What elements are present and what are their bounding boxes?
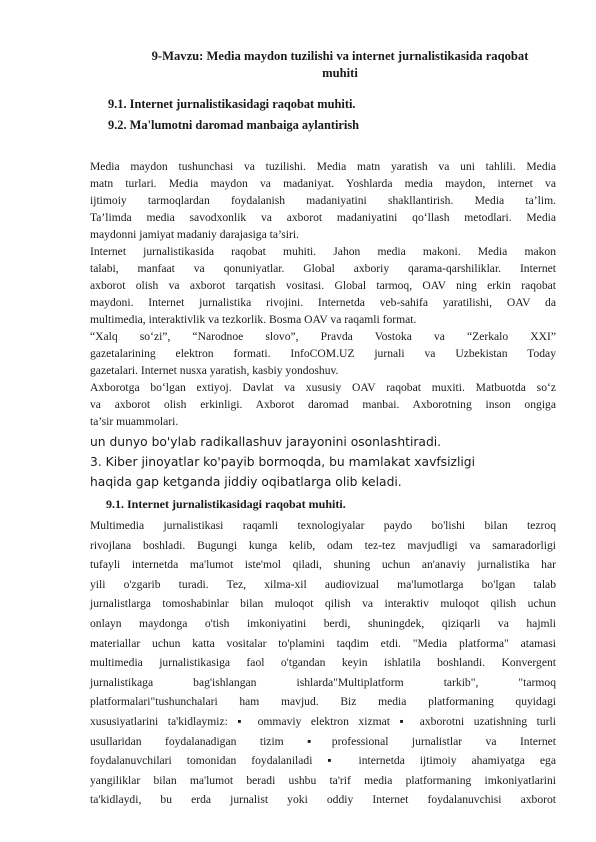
intro-line: ijtimoiy tarmoqlardan foydalanish madaniyatini shakllantirish. Media ta’lim. [90, 194, 556, 207]
intro-line: “Xalq so‘zi”, “Narodnoe slovo”, Pravda Vostoka va “Zerkalo XXI” [90, 330, 556, 343]
page-title [90, 48, 590, 82]
body-line: onlayn maydonga o'tish imkoniyatini berdi, shuningdek, qiziqarli va hajmli [90, 616, 556, 630]
body-line: xususiyatlarini ta'kidlaymiz: ▪ ommaviy elektron xizmat ▪ axborotni uzatishning turli [90, 714, 556, 728]
intro-line: va axborot olish erkinligi. Axborot daromad manbai. Axborotning inson ongiga [90, 398, 556, 411]
intro-line: axborot olish va axborot tarqatish vositasi. Global tarmoq, OAV ning erkin raqobat [90, 279, 556, 292]
body-line: tufayli internetda ma'lumot iste'mol qiladi, shuning uchun an'anaviy jurnalistika har [90, 558, 556, 572]
body-line: yili o'zgarib turadi. Tez, xilma-xil audiovizual ma'lumotlarga bo'lgan talab [90, 577, 556, 591]
body-paragraph [90, 516, 556, 810]
intro-line: maydoni. Internet jurnalistika rivojini. Internetda veb-sahifa yaratilishi, OAV da [90, 296, 556, 309]
body-line: Multimedia jurnalistikasi raqamli texnologiyalar paydo bo'lishi bilan tezroq [90, 519, 556, 532]
sans-line: un dunyo bo'ylab radikallashuv jarayonini osonlashtiradi. [90, 435, 442, 449]
sans-fragment [90, 432, 560, 492]
intro-line: maydonni jamiyat madaniy darajasiga ta’siri. [90, 228, 299, 241]
sans-line: haqida gap ketganda jiddiy oqibatlarga olib keladi. [90, 475, 402, 489]
intro-line: Ta’limda media savodxonlik va axborot madaniyatini qo‘llash metodlari. Media [90, 211, 556, 224]
body-line: ta'kidlaydi, bu erda jurnalist yoki oddiy Internet foydalanuvchisi axborot [90, 793, 556, 807]
intro-line: Internet jurnalistikasida raqobat muhiti. Jahon media makoni. Media makon [90, 245, 556, 258]
body-line: materiallar uchun katta vositalar to'plamini taqdim etdi. "Media platforma" atamasi [90, 636, 556, 650]
body-line: rivojlana boshladi. Bugungi kunga kelib, odam tez-tez mavjudligi va samaradorligi [90, 538, 556, 552]
body-line: multimedia jurnalistikasiga faol o'tgandan keyin ishlatila boshlandi. Konvergent [90, 656, 556, 670]
intro-line: Axborotga bo‘lgan extiyoj. Davlat va xususiy OAV raqobat muxiti. Matbuotda so‘z [90, 381, 556, 394]
intro-line: gazetalari. Internet nusxa yaratish, kasbiy yondoshuv. [90, 364, 339, 377]
intro-line: Media maydon tushunchasi va tuzilishi. Media matn yaratish va uni tahlili. Media [90, 160, 556, 173]
intro-line: multimedia, interaktivlik va tezkorlik. Bosma OAV va raqamli format. [90, 313, 417, 326]
body-line: platformalari"tushunchalari ham mavjud. Biz media platformaning quyidagi [90, 695, 556, 709]
sans-line: 3. Kiber jinoyatlar ko'payib bormoqda, bu mamlakat xavfsizligi [90, 455, 476, 469]
page-title-line-2: muhiti [322, 66, 358, 80]
page-title-line-1: 9-Mavzu: Media maydon tuzilishi va internet jurnalistikasida raqobat [151, 49, 529, 63]
body-line: jurnalistikaga bag'ishlangan ishlarda"Multiplatform tarkib", "tarmoq [90, 675, 556, 689]
toc-item-2: 9.2. Ma'lumotni daromad manbaiga aylantirish [108, 118, 360, 132]
body-line: jurnalistlarga tomoshabinlar bilan muloqot qilish va interaktiv muloqot qilish uchun [90, 597, 556, 611]
body-line: yangiliklar bilan ma'lumot beradi ushbu ta'rif media platformaning imkoniyatlarini [90, 773, 556, 787]
intro-paragraphs [90, 158, 556, 430]
body-line: foydalanuvchilari tomonidan foydalaniladi ▪ internetda ijtimoiy ahamiyatga ega [90, 754, 556, 768]
body-line: usullaridan foydalanadigan tizim ▪professional jurnalistlar va Internet [90, 734, 556, 748]
section-heading: 9.1. Internet jurnalistikasidagi raqobat muhiti. [106, 497, 346, 511]
intro-line: matn turlari. Media maydon va madaniyat. Yoshlarda media maydon, internet va [90, 177, 556, 190]
toc-item-1: 9.1. Internet jurnalistikasidagi raqobat muhiti. [108, 97, 356, 111]
intro-line: ta’sir muammolari. [90, 415, 179, 428]
intro-line: talabi, manfaat va qonuniyatlar. Global axboriy qarama-qarshiliklar. Internet [90, 262, 556, 275]
intro-line: gazetalarining elektron formati. InfoCOM.UZ jurnali va Uzbekistan Today [90, 347, 556, 360]
